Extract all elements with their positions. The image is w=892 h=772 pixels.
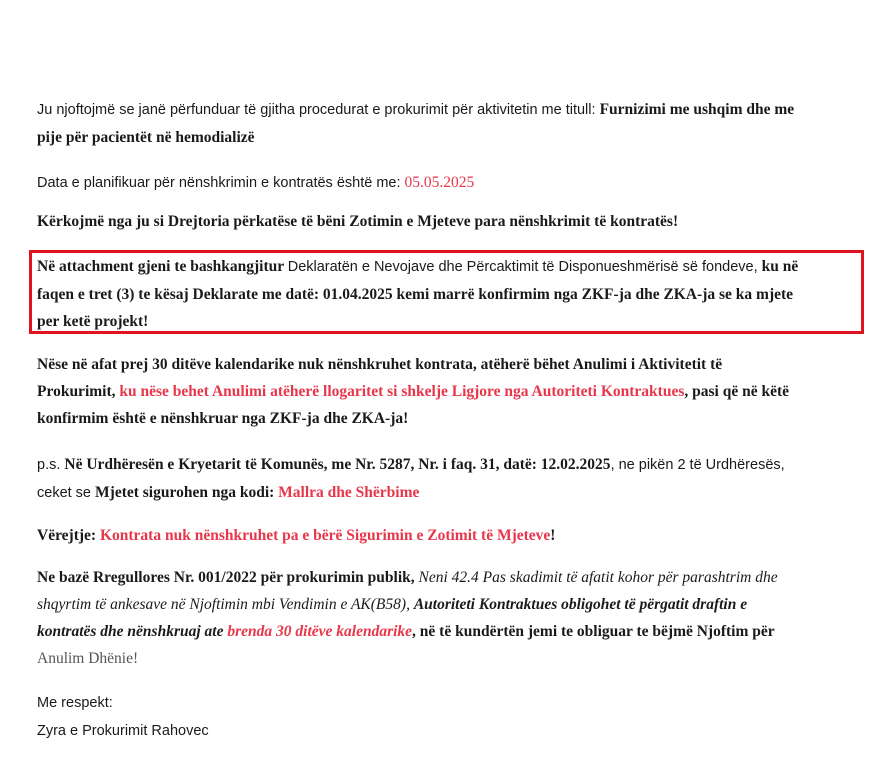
paragraph-note: [37, 522, 863, 549]
ps-mentions: ceket se: [37, 485, 96, 501]
activity-title-line1: Furnizimi me ushqim dhe me: [599, 101, 795, 118]
annulment-continue: , pasi që në këtë: [684, 383, 789, 400]
paragraph-regulation: [37, 564, 863, 672]
regulation-annulment: Anulim Dhënie!: [37, 650, 139, 667]
paragraph-request: Kërkojmë nga ju si Drejtoria përkatëse të bëni Zotimin e Mjeteve para nënshkrimit të kontratës!: [37, 213, 679, 230]
activity-title-line2: pije për pacientët në hemodializë: [37, 129, 255, 146]
regulation-line2: shqyrtim të ankesave në Njoftimin mbi Vendimin e AK(B58),: [37, 596, 414, 613]
annulment-warning: ku nëse behet Anulimi atëherë llogaritet si shkelje Ligjore nga Autoriteti Kontraktues: [119, 383, 685, 400]
paragraph-ps: [37, 451, 863, 507]
note-label: Vërejtje:: [37, 527, 100, 544]
attachment-confirmation: faqen e tret (3) te kësaj Deklarate me datë: 01.04.2025 kemi marrë konfirmim nga ZKF-ja dhe ZKA-ja se ka mjete: [37, 286, 794, 303]
paragraph-annulment: [37, 351, 863, 432]
regulation-obligation: Autoriteti Kontraktues obligohet të përgatit draftin e: [413, 596, 748, 613]
attachment-lead: Në attachment gjeni te bashkangjitur: [37, 258, 288, 275]
ps-label: p.s.: [37, 457, 65, 473]
paragraph-date: [37, 169, 863, 197]
ps-order: Në Urdhëresën e Kryetarit të Komunës, me Nr. 5287, Nr. i faq. 31, datë: 12.02.2025: [64, 456, 611, 473]
intro-text: Ju njoftojmë se janë përfunduar të gjitha procedurat e prokurimit për aktivitetin me titull:: [37, 102, 600, 118]
annulment-prokurimit: Prokurimit,: [37, 383, 120, 400]
regulation-deadline: brenda 30 ditëve kalendarike: [227, 623, 413, 640]
regulation-contract: kontratës dhe nënshkruaj ate: [37, 623, 228, 640]
note-warning: Kontrata nuk nënshkruhet pa e bërë Sigurimin e Zotimit të Mjeteve: [99, 527, 551, 544]
planned-date-value: 05.05.2025: [404, 174, 475, 191]
paragraph-intro: [37, 96, 863, 151]
attachment-project: per ketë projekt!: [37, 313, 149, 330]
regulation-article: Neni 42.4 Pas skadimit të afatit kohor për parashtrim dhe: [418, 569, 778, 586]
regulation-otherwise: , në të kundërtën jemi te obliguar te bëjmë Njoftim për: [412, 623, 775, 640]
annulment-line1: Nëse në afat prej 30 ditëve kalendarike nuk nënshkruhet kontrata, atëherë bëhet Anulimi i Aktivitetit të: [37, 356, 723, 373]
closing-signature: Zyra e Prokurimit Rahovec: [37, 723, 209, 739]
attachment-page-ref: ku në: [761, 258, 799, 275]
note-end: !: [550, 527, 556, 544]
closing-respect: Me respekt:: [37, 695, 113, 711]
paragraph-attachment: [37, 253, 863, 335]
attachment-declaration: Deklaratën e Nevojave dhe Përcaktimit të Disponueshmërisë së fondeve,: [287, 259, 762, 275]
ps-code-value: Mallra dhe Shërbime: [278, 484, 420, 501]
regulation-ref: Ne bazë Rregullores Nr. 001/2022 për prokurimin publik,: [37, 569, 419, 586]
ps-point: , ne pikën 2 të Urdhëresës,: [610, 457, 785, 473]
annulment-line3: konfirmim është e nënshkruar nga ZKF-ja dhe ZKA-ja!: [37, 410, 409, 427]
planned-date-label: Data e planifikuar për nënshkrimin e kontratës është me:: [37, 175, 405, 191]
ps-funds-code: Mjetet sigurohen nga kodi:: [95, 484, 279, 501]
